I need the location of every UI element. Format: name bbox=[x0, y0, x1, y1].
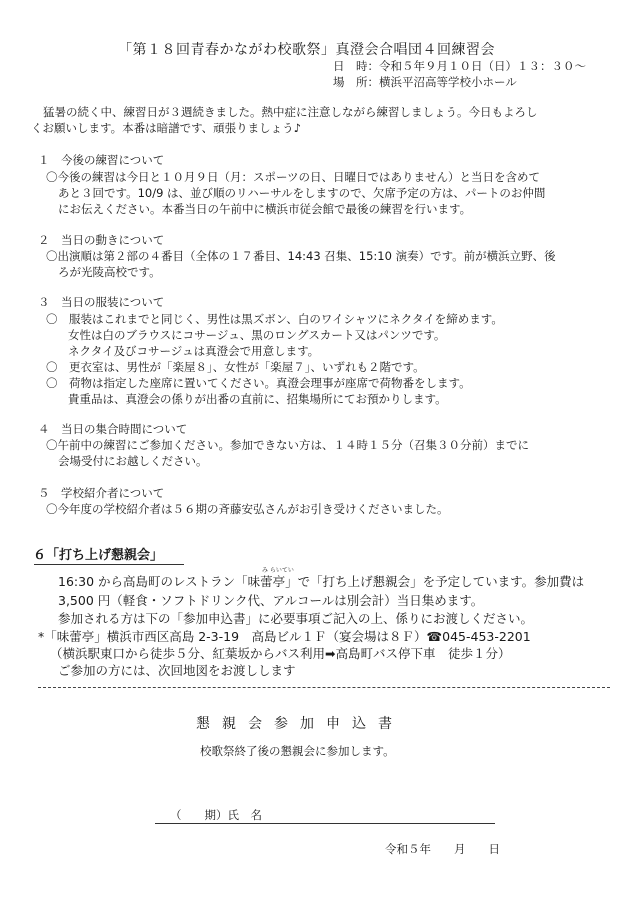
section-2-line: ろが光陵高校です。 bbox=[58, 265, 161, 279]
date-line: 日 時：令和５年９月１０日（日）１３：３０～ bbox=[333, 59, 586, 73]
party-line: 3,500 円（軽食・ソフトドリンク代、アルコールは別会計）当日集めます。 bbox=[58, 593, 484, 608]
section-3-line: ネクタイ及びコサージュは真澄会で用意します。 bbox=[68, 344, 320, 358]
party-heading: ６「打ち上げ懇親会」 bbox=[33, 548, 164, 563]
party-line: 16:30 から高島町のレストラン「味蕾亭」で「打ち上げ懇親会」を予定しています。参加費は bbox=[58, 574, 585, 589]
cut-line bbox=[38, 687, 610, 688]
section-4-line: 会場受付にお越しください。 bbox=[58, 454, 208, 468]
place-line: 場 所：横浜平沼高等学校小ホール bbox=[333, 75, 517, 89]
section-3-line: 〇 荷物は指定した座席に置いてください。真澄会理事が座席で荷物番をします。 bbox=[46, 376, 471, 390]
form-date: 令和５年 月 日 bbox=[385, 842, 500, 856]
party-ruby: み らいてい bbox=[262, 567, 294, 574]
name-field-line bbox=[155, 823, 495, 824]
section-1-heading: １ 今後の練習について bbox=[38, 153, 165, 167]
form-statement: 校歌祭終了後の懇親会に参加します。 bbox=[200, 744, 395, 758]
intro-line-1: 猛暑の続く中、練習日が３週続きました。熱中症に注意しながら練習しましょう。今日もよろし bbox=[43, 105, 538, 119]
section-1-line: あと３回です。10/9 は、並び順のリハーサルをしますので、欠席予定の方は、パートのお仲間 bbox=[58, 186, 546, 200]
section-2-heading: ２ 当日の動きについて bbox=[38, 233, 165, 247]
section-4-heading: ４ 当日の集合時間について bbox=[38, 422, 188, 436]
name-label: （ 期）氏 名 bbox=[170, 808, 262, 822]
party-line: *「味蕾亭」横浜市西区高島 2-3-19 高島ビル１Ｆ（宴会場は８Ｆ）☎045-453-2201 bbox=[38, 629, 531, 644]
party-line: 参加される方は下の「参加申込書」に必要事項ご記入の上、係りにお渡しください。 bbox=[58, 611, 534, 626]
page-title: 「第１８回青春かながわ校歌祭」真澄会合唱団４回練習会 bbox=[118, 42, 495, 58]
section-3-line: 女性は白のブラウスにコサージュ、黒のロングスカート又はパンツです。 bbox=[68, 328, 446, 342]
form-title: 懇親会参加申込書 bbox=[196, 716, 404, 732]
section-3-line: 貴重品は、真澄会の係りが出番の直前に、招集場所にてお預かりします。 bbox=[68, 392, 447, 406]
section-3-line: 〇 服装はこれまでと同じく、男性は黒ズボン、白のワイシャツにネクタイを締めます。 bbox=[46, 312, 503, 326]
party-heading-underline bbox=[34, 564, 184, 565]
section-3-heading: ３ 当日の服装について bbox=[38, 295, 165, 309]
intro-line-2: くお願いします。本番は暗譜です、頑張りましょう♪ bbox=[31, 121, 301, 135]
section-5-heading: ５ 学校紹介者について bbox=[38, 486, 165, 500]
party-line: （横浜駅東口から徒歩５分、紅葉坂からバス利用➡高島町バス停下車 徒歩１分） bbox=[50, 646, 511, 661]
section-1-line: にお伝えください。本番当日の午前中に横浜市従会館で最後の練習を行います。 bbox=[58, 202, 472, 216]
party-line: ご参加の方には、次回地図をお渡しします bbox=[58, 663, 296, 678]
section-4-line: 〇午前中の練習にご参加ください。参加できない方は、１４時１５分（召集３０分前）までに bbox=[46, 438, 529, 452]
section-5-line: 〇今年度の学校紹介者は５６期の斉藤安弘さんがお引き受けくださいました。 bbox=[46, 502, 449, 516]
section-2-line: 〇出演順は第２部の４番目（全体の１７番目、14:43 召集、15:10 演奏）です。前が横浜立野、後 bbox=[46, 249, 556, 263]
section-1-line: 〇今後の練習は今日と１０月９日（月：スポーツの日、日曜日ではありません）と当日を含めて bbox=[46, 170, 541, 184]
section-3-line: 〇 更衣室は、男性が「楽屋８」、女性が「楽屋７」、いずれも２階です。 bbox=[46, 360, 425, 374]
